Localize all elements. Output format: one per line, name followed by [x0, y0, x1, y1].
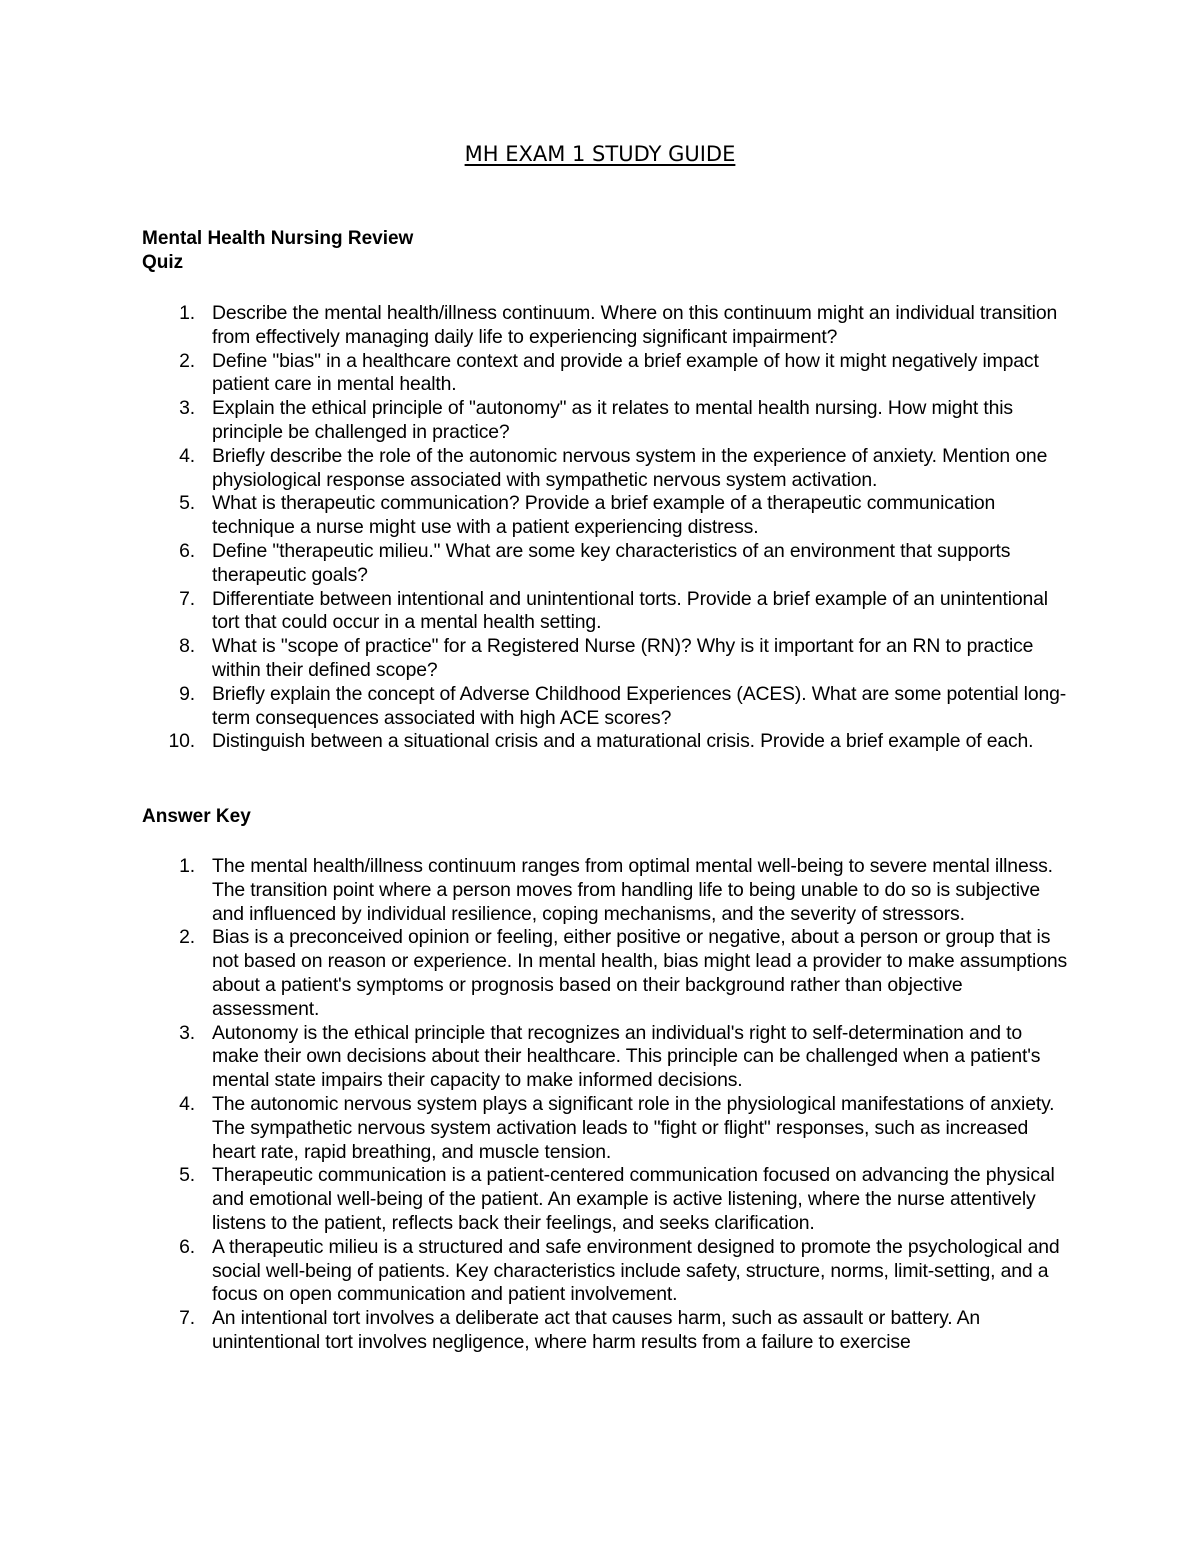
quiz-question — [140, 445, 1070, 493]
quiz-question — [140, 683, 1070, 731]
quiz-question-list — [140, 302, 1070, 754]
question-number: 6. — [179, 539, 195, 562]
question-number: 7. — [179, 587, 195, 610]
quiz-question — [140, 588, 1070, 636]
quiz-question — [140, 730, 1070, 754]
answer-item — [140, 1022, 1070, 1093]
answer-item — [140, 1164, 1070, 1235]
question-number: 3. — [179, 397, 195, 420]
answer-text: An intentional tort involves a deliberate act that causes harm, such as assault or battery. An unintentional tort involves negligence, where harm results from a failure to exercise — [212, 1307, 981, 1353]
answer-item — [140, 1093, 1070, 1164]
answer-number: 7. — [179, 1307, 195, 1330]
question-text: What is "scope of practice" for a Registered Nurse (RN)? Why is it important for an RN to practice within their defined scope? — [212, 635, 1034, 681]
answer-item — [140, 855, 1070, 926]
question-text: Define "therapeutic milieu." What are some key characteristics of an environment that supports therapeutic goals? — [212, 539, 1011, 586]
question-number: 4. — [179, 444, 195, 467]
question-text: What is therapeutic communication? Provide a brief example of a therapeutic communication technique a nurse might use with a patient experiencing distress. — [212, 492, 996, 539]
question-text: Differentiate between intentional and unintentional torts. Provide a brief example of an unintentional tort that could occur in a mental health setting. — [212, 587, 1048, 634]
quiz-question — [140, 302, 1070, 350]
question-text: Briefly describe the role of the autonomic nervous system in the experience of anxiety. Mention one physiological response associated with sympathetic nervous system activation. — [212, 444, 1048, 491]
quiz-question — [140, 492, 1070, 540]
quiz-question — [140, 540, 1070, 588]
answer-item — [140, 926, 1070, 1021]
answer-text: A therapeutic milieu is a structured and safe environment designed to promote the psychological and social well-being of patients. Key characteristics include safety, structure, norms, limit-setting, and a focus on open communication and patient involvement. — [212, 1235, 1060, 1306]
page-title: MH EXAM 1 STUDY GUIDE — [464, 142, 736, 166]
answer-number: 5. — [179, 1164, 195, 1187]
answer-item — [140, 1307, 1070, 1355]
question-text: Define "bias" in a healthcare context and provide a brief example of how it might negatively impact patient care in mental health. — [212, 349, 1039, 396]
quiz-question — [140, 635, 1070, 683]
question-number: 9. — [179, 682, 195, 705]
quiz-question — [140, 397, 1070, 445]
question-text: Explain the ethical principle of "autonomy" as it relates to mental health nursing. How might this principle be challenged in practice? — [212, 397, 1013, 443]
review-heading: Mental Health Nursing Review — [142, 228, 414, 249]
answer-number: 4. — [179, 1092, 195, 1115]
question-text: Describe the mental health/illness continuum. Where on this continuum might an individual transition from effectively managing daily life to experiencing significant impairment? — [212, 302, 1058, 348]
question-number: 2. — [179, 349, 195, 372]
question-number: 10. — [168, 730, 195, 753]
answer-text: Therapeutic communication is a patient-centered communication focused on advancing the physical and emotional well-being of the patient. An example is active listening, where the nurse attentively listens to the patient, reflects back their feelings, and seeks clarification. — [212, 1164, 1055, 1234]
answer-text: The autonomic nervous system plays a significant role in the physiological manifestations of anxiety. The sympathetic nervous system activation leads to "fight or flight" responses, such as increased heart rate, rapid breathing, and muscle tension. — [212, 1092, 1055, 1163]
question-number: 1. — [179, 302, 195, 324]
answer-list — [140, 855, 1070, 1355]
answer-text: Autonomy is the ethical principle that recognizes an individual's right to self-determination and to make their own decisions about their healthcare. This principle can be challenged when a patient's mental state impairs their capacity to make informed decisions. — [212, 1021, 1041, 1092]
answer-number: 6. — [179, 1235, 195, 1258]
question-number: 5. — [179, 492, 195, 515]
answer-number: 3. — [179, 1021, 195, 1044]
answer-number: 2. — [179, 926, 195, 949]
quiz-question — [140, 350, 1070, 398]
answer-item — [140, 1236, 1070, 1307]
quiz-section-heading — [142, 227, 413, 275]
answer-text: Bias is a preconceived opinion or feeling, either positive or negative, about a person or group that is not based on reason or experience. In mental health, bias might lead a provider to make assumptions about a patient's symptoms or prognosis based on their background rather than objective assessment. — [212, 926, 1068, 1020]
question-text: Briefly explain the concept of Adverse Childhood Experiences (ACES). What are some potential long-term consequences associated with high ACE scores? — [212, 682, 1067, 729]
answer-text: The mental health/illness continuum ranges from optimal mental well-being to severe mental illness. The transition point where a person moves from handling life to being unable to do so is subjective and influenced by individual resilience, coping mechanisms, and the severity of stressors. — [212, 855, 1053, 925]
question-text: Distinguish between a situational crisis and a maturational crisis. Provide a brief example of each. — [212, 730, 1034, 753]
question-number: 8. — [179, 635, 195, 658]
answer-number: 1. — [179, 855, 195, 877]
answer-key-heading: Answer Key — [142, 806, 251, 827]
quiz-heading: Quiz — [142, 252, 184, 273]
